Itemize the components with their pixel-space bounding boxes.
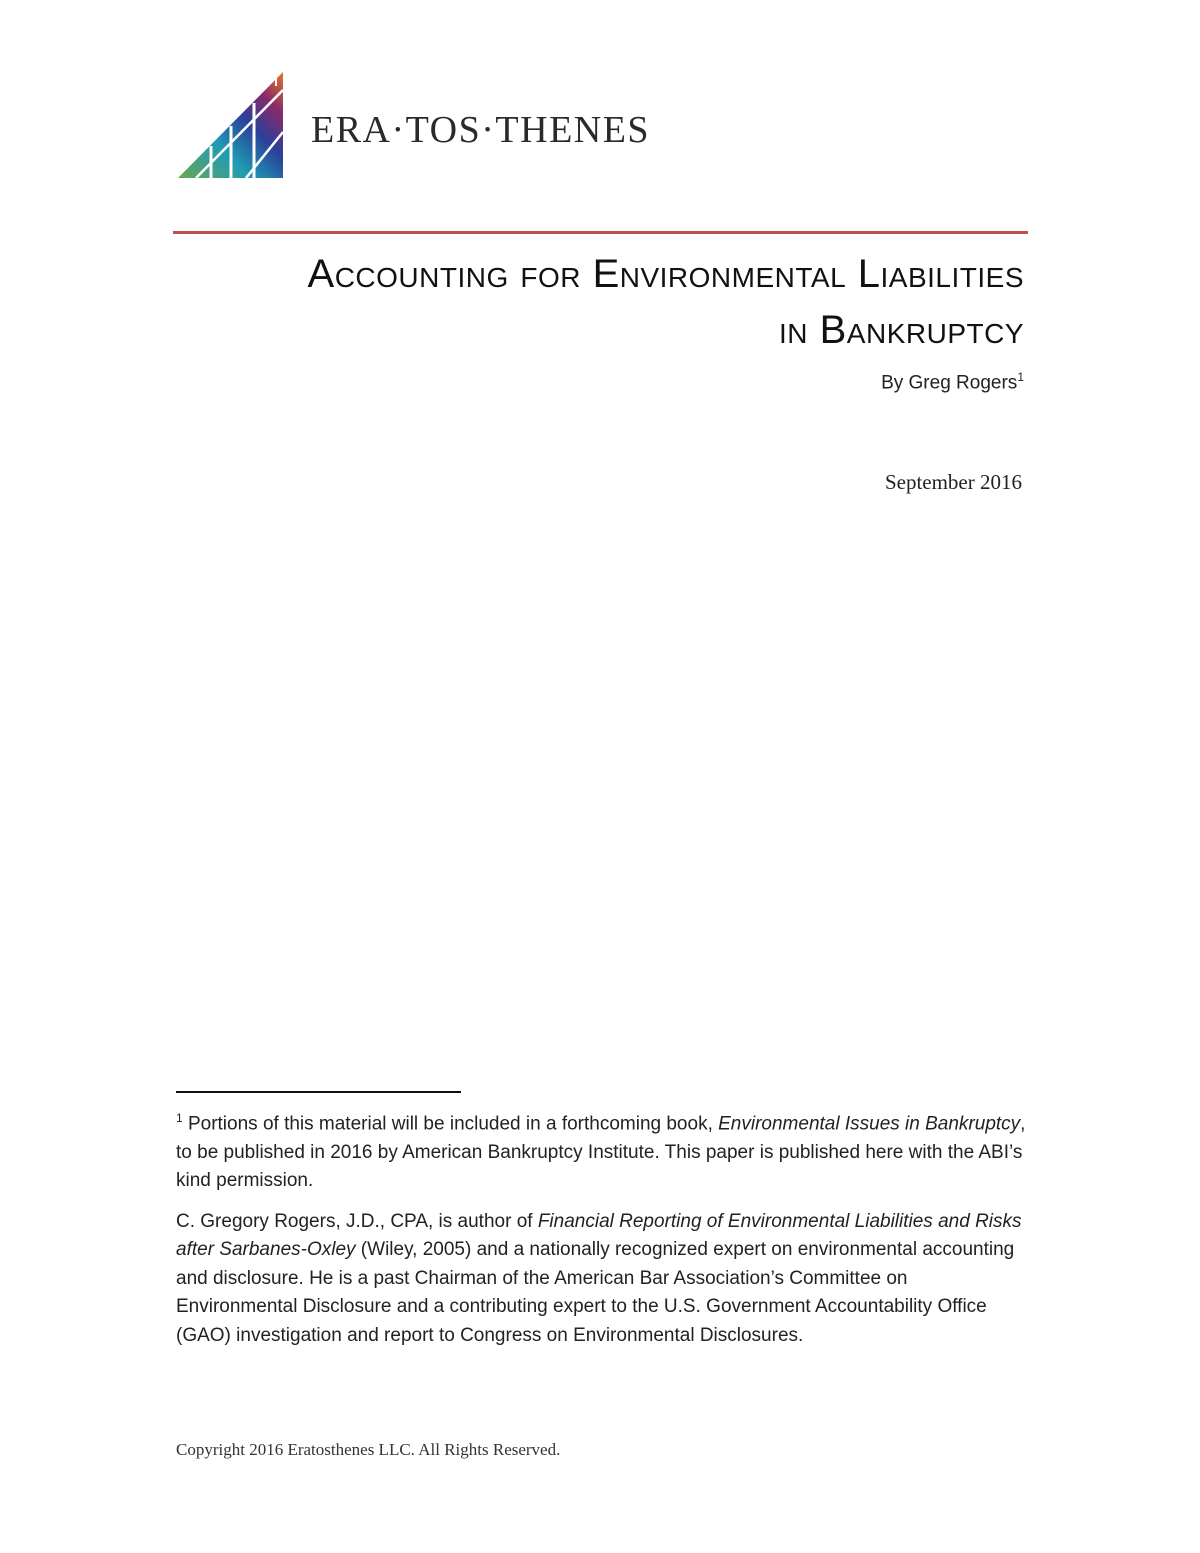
footnote-text: C. Gregory Rogers, J.D., CPA, is author of (176, 1210, 538, 1232)
author-byline (881, 370, 1024, 394)
book-title: Environmental Issues in Bankruptcy (718, 1113, 1021, 1135)
footnote-marker: 1 (176, 1111, 183, 1125)
title-line-1: Accounting for Environmental Liabilities (307, 252, 1024, 296)
company-logo (176, 70, 696, 180)
footnote-text: , to be published in 2016 by American Bankruptcy Institute. This paper is published here with the ABI’s kind permission. (176, 1113, 1026, 1192)
copyright-notice: Copyright 2016 Eratosthenes LLC. All Rights Reserved. (176, 1440, 561, 1459)
book-title: Financial Reporting of Environmental Liabilities and Risks after Sarbanes-Oxley (176, 1210, 1022, 1261)
author-footnote-marker: 1 (1017, 370, 1024, 384)
header-divider (173, 231, 1028, 234)
document-title (144, 246, 1024, 358)
title-line-2: in Bankruptcy (779, 308, 1024, 352)
footnote-separator (176, 1091, 461, 1093)
logo-mark-icon (176, 70, 288, 180)
footnote-text: (Wiley, 2005) and a nationally recognized expert on environmental accounting and disclosure. He is a past Chairman of the American Bar Association’s Committee on Environmental Disclosure and a contributing expert to the U.S. Government Accountability Office (GAO) investigation and report to Congress on Environmental Disclosures. (176, 1239, 1015, 1346)
footnote-paragraph-1 (176, 1104, 1026, 1196)
footnote-text: Portions of this material will be included in a forthcoming book, (182, 1113, 719, 1135)
publication-date: September 2016 (884, 470, 1022, 494)
author-name: By Greg Rogers (881, 372, 1018, 394)
footnote-paragraph-2 (176, 1208, 1026, 1351)
logo-wordmark: ERA·TOS·THENES (311, 109, 651, 151)
footnote (176, 1104, 1026, 1362)
